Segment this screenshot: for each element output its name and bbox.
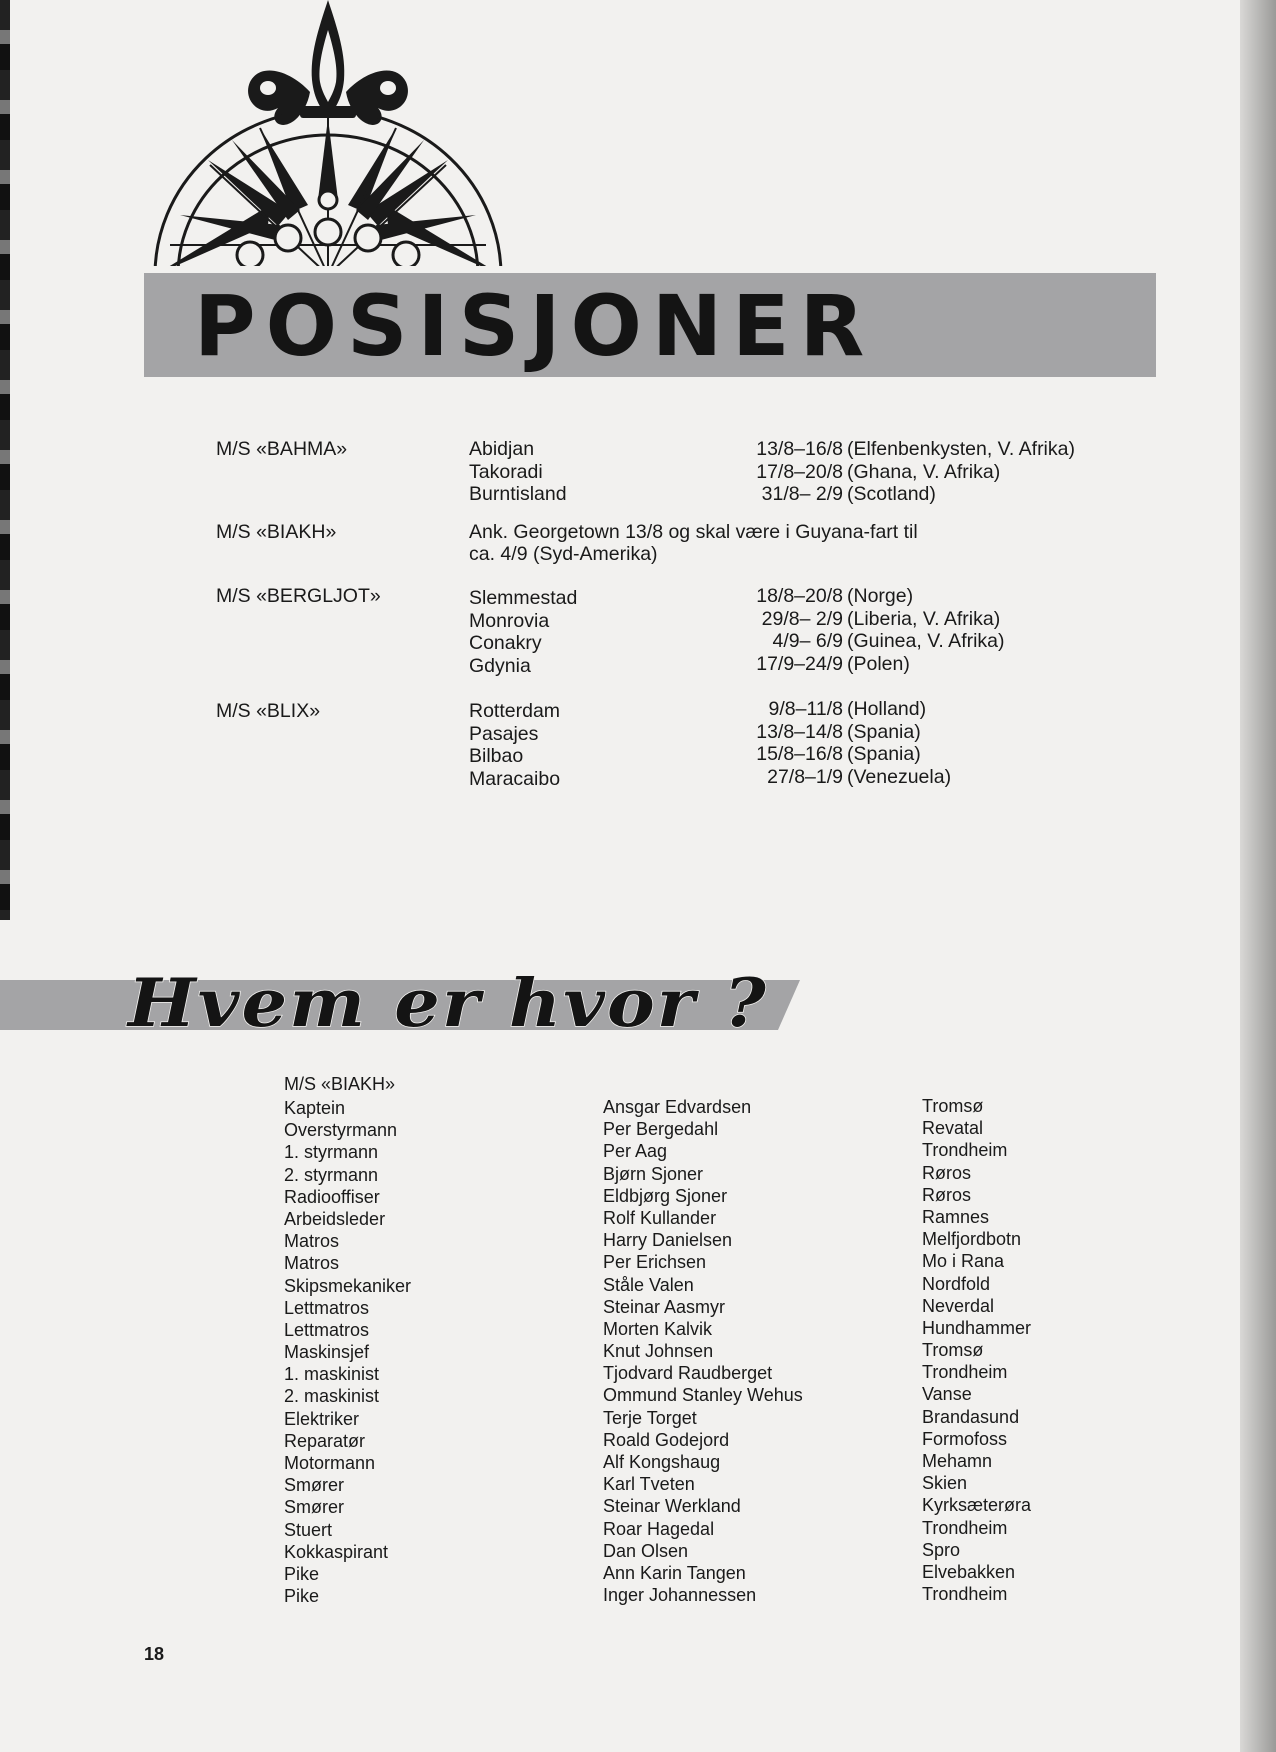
dates: 29/8– 2/9	[761, 607, 843, 630]
crew-role-column	[284, 1097, 411, 1607]
crew-place: Vanse	[922, 1384, 972, 1405]
vessel-name: M/S «BIAKH»	[216, 521, 337, 543]
crew-place: Kyrksæterøra	[922, 1495, 1032, 1516]
crew-role: Lettmatros	[284, 1297, 370, 1318]
port: Slemmestad	[469, 587, 578, 609]
crew-name: Per Bergedahl	[603, 1119, 719, 1140]
crew-name: Steinar Aasmyr	[603, 1296, 726, 1317]
crew-place: Spro	[922, 1539, 961, 1560]
crew-name: Harry Danielsen	[603, 1230, 733, 1251]
compass-rose-icon	[150, 0, 505, 280]
port: Maracaibo	[469, 767, 561, 790]
crew-name: Karl Tveten	[603, 1474, 695, 1495]
dates: 17/9–24/9	[756, 652, 843, 675]
port: Conakry	[469, 632, 542, 654]
port: Gdynia	[469, 654, 531, 677]
crew-name: Eldbjørg Sjoner	[603, 1185, 728, 1206]
crew-role: Stuert	[284, 1519, 333, 1540]
region: (Venezuela)	[847, 765, 952, 788]
crew-role: Pike	[284, 1563, 320, 1584]
region: (Norge)	[847, 585, 914, 607]
port: Abidjan	[469, 438, 535, 460]
region: (Spania)	[847, 720, 921, 743]
crew-name: Bjørn Sjoner	[603, 1163, 704, 1184]
crew-role: Matros	[284, 1231, 340, 1252]
crew-role: 1. maskinist	[284, 1364, 380, 1385]
port: Bilbao	[469, 745, 524, 767]
crew-name: Ståle Valen	[603, 1274, 694, 1295]
dates: 31/8– 2/9	[761, 483, 843, 505]
crew-name: Ann Karin Tangen	[603, 1562, 746, 1583]
crew-place: Hundhammer	[922, 1317, 1032, 1338]
crew-role: Smører	[284, 1497, 344, 1518]
crew-role: Skipsmekaniker	[284, 1275, 412, 1296]
dates: 13/8–16/8	[756, 438, 843, 460]
binding-edge	[0, 0, 10, 920]
port: Monrovia	[469, 609, 550, 632]
crew-name: Tjodvard Raudberget	[603, 1363, 773, 1384]
crew-role: Matros	[284, 1253, 340, 1274]
crew-role: 1. styrmann	[284, 1142, 379, 1163]
crew-name: Dan Olsen	[603, 1540, 689, 1561]
crew-role: 2. maskinist	[284, 1386, 380, 1407]
crew-role: Kaptein	[284, 1098, 346, 1118]
crew-name: Ansgar Edvardsen	[603, 1097, 752, 1117]
crew-place: Elvebakken	[922, 1561, 1016, 1582]
vessel-name: M/S «BAHMA»	[216, 438, 348, 460]
crew-name: Per Erichsen	[603, 1252, 707, 1273]
crew-place: Melfjordbotn	[922, 1229, 1022, 1250]
crew-place: Trondheim	[922, 1140, 1008, 1161]
crew-place: Ramnes	[922, 1206, 990, 1227]
crew-role: Elektriker	[284, 1408, 360, 1429]
crew-name: Alf Kongshaug	[603, 1452, 721, 1472]
crew-name: Morten Kalvik	[603, 1318, 713, 1339]
section-banner	[0, 976, 800, 1034]
crew-place-column	[922, 1095, 1031, 1605]
region: (Elfenbenkysten, V. Afrika)	[847, 438, 1075, 460]
crew-role: 2. styrmann	[284, 1164, 379, 1185]
crew-vessel-name: M/S «BIAKH»	[284, 1074, 396, 1094]
crew-place: Mo i Rana	[922, 1251, 1005, 1272]
section-title: Hvem er hvor ?	[125, 976, 768, 1034]
crew-name: Roar Hagedal	[603, 1518, 715, 1539]
region: (Scotland)	[847, 483, 936, 505]
crew-name: Steinar Werkland	[603, 1496, 741, 1517]
dates: 13/8–14/8	[756, 720, 843, 743]
crew-place: Trondheim	[922, 1517, 1008, 1538]
crew-place: Brandasund	[922, 1406, 1020, 1427]
crew-place: Tromsø	[922, 1096, 984, 1116]
crew-role: Pike	[284, 1586, 320, 1607]
crew-name: Knut Johnsen	[603, 1341, 714, 1362]
crew-place: Neverdal	[922, 1295, 995, 1316]
crew-name-column	[603, 1096, 803, 1606]
vessel-name: M/S «BLIX»	[216, 700, 321, 722]
dates: 15/8–16/8	[756, 743, 843, 765]
crew-role: Smører	[284, 1475, 344, 1496]
crew-place: Tromsø	[922, 1340, 984, 1361]
position-note: Ank. Georgetown 13/8 og skal være i Guyana-fart til	[469, 521, 918, 543]
crew-place: Røros	[922, 1184, 971, 1205]
crew-role: Arbeidsleder	[284, 1208, 386, 1229]
crew-role: Reparatør	[284, 1430, 366, 1451]
crew-role: Radiooffiser	[284, 1186, 380, 1207]
crew-name: Ommund Stanley Wehus	[603, 1385, 803, 1406]
region: (Polen)	[847, 652, 910, 675]
crew-role: Maskinsjef	[284, 1342, 370, 1363]
region: (Holland)	[847, 698, 927, 720]
crew-role: Overstyrmann	[284, 1120, 398, 1141]
page-title: POSISJONER	[194, 277, 875, 375]
crew-role: Motormann	[284, 1453, 376, 1473]
crew-place: Mehamn	[922, 1451, 993, 1471]
port: Pasajes	[469, 722, 539, 745]
dates: 27/8–1/9	[767, 765, 843, 788]
crew-place: Røros	[922, 1162, 971, 1183]
dates: 18/8–20/8	[756, 585, 843, 607]
crew-name: Roald Godejord	[603, 1429, 730, 1450]
port: Rotterdam	[469, 700, 561, 722]
port: Takoradi	[469, 460, 543, 483]
crew-place: Nordfold	[922, 1273, 991, 1294]
page-edge-shadow	[1240, 0, 1276, 1752]
region: (Liberia, V. Afrika)	[847, 607, 1001, 630]
dates: 9/8–11/8	[768, 698, 843, 720]
vessel-name: M/S «BERGLJOT»	[216, 585, 381, 607]
port: Burntisland	[469, 483, 567, 505]
page-number: 18	[144, 1644, 165, 1664]
crew-name: Per Aag	[603, 1141, 668, 1162]
crew-role: Lettmatros	[284, 1319, 370, 1340]
crew-place: Trondheim	[922, 1362, 1008, 1383]
crew-place: Formofoss	[922, 1428, 1008, 1449]
dates: 17/8–20/8	[756, 460, 843, 483]
position-note: ca. 4/9 (Syd-Amerika)	[469, 543, 658, 565]
crew-place: Revatal	[922, 1118, 984, 1139]
region: (Spania)	[847, 743, 921, 765]
crew-place: Skien	[922, 1473, 968, 1494]
crew-name: Rolf Kullander	[603, 1207, 717, 1228]
region: (Guinea, V. Afrika)	[847, 630, 1005, 652]
region: (Ghana, V. Afrika)	[847, 460, 1001, 483]
crew-name: Inger Johannessen	[603, 1585, 757, 1606]
crew-name: Terje Torget	[603, 1407, 697, 1428]
dates: 4/9– 6/9	[772, 630, 843, 652]
crew-role: Kokkaspirant	[284, 1541, 389, 1562]
crew-place: Trondheim	[922, 1584, 1008, 1605]
